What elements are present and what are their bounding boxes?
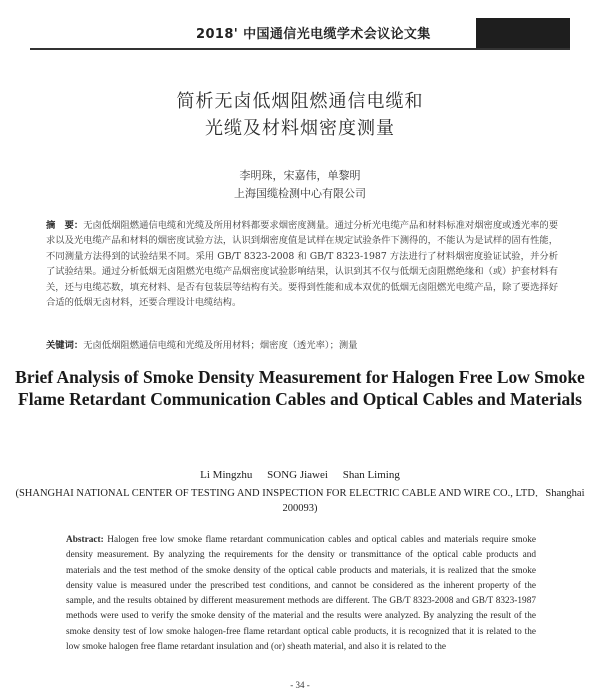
english-authors xyxy=(0,469,600,481)
chinese-title xyxy=(0,88,600,142)
chinese-title-line-1: 简析无卤低烟阻燃通信电缆和 xyxy=(176,91,424,112)
author-name: Shan Liming xyxy=(342,469,400,481)
chinese-title-line-2: 光缆及材料烟密度测量 xyxy=(205,118,395,139)
english-abstract-label: Abstract: xyxy=(66,535,104,545)
chinese-keywords xyxy=(46,337,558,351)
english-affiliation: (SHANGHAI NATIONAL CENTER OF TESTING AND INSPECTION FOR ELECTRIC CABLE AND WIRE CO., LTD．Shanghai 200093) xyxy=(15,488,585,514)
author-name: SONG Jiawei xyxy=(267,469,328,481)
header-black-block xyxy=(476,18,570,48)
header-divider xyxy=(30,48,570,50)
chinese-keywords-text: 无卤低烟阻燃通信电缆和光缆及所用材料；烟密度（透光率）；测量 xyxy=(83,340,358,351)
chinese-abstract-text: 无卤低烟阻燃通信电缆和光缆及所用材料都要求烟密度测量。通过分析光电缆产品和材料标准对烟密度或透光率的要求以及光电缆产品和材料的烟密度试验方法，认识到烟密度值是试样在规定试验条件下测得的，不能认为是试样的固有性能，不同测量方法得到的试验结果不同。采用 GB/T 8323-2008 和 GB/T 8323-1987 方法进行了材料烟密度验证试验，并分析了试验结果。通过分析低烟无卤阻燃光电缆产品烟密度试验影响结果，认识到其不仅与低烟无卤阻燃绝缘和（或）护套材料有关，还与电缆芯数，填充材料、是否有包装层等结构有关。要得到性能和成本双优的低烟无卤阻燃光电缆产品，除了要选择好合适的低烟无卤材料，还要合理设计电缆结构。 xyxy=(46,220,558,309)
chinese-keywords-label: 关键词： xyxy=(46,340,84,351)
chinese-abstract-label: 摘 要： xyxy=(46,220,84,231)
author-name: Li Mingzhu xyxy=(200,469,253,481)
chinese-affiliation: 上海国缆检测中心有限公司 xyxy=(234,187,366,200)
page-number: - 34 - xyxy=(290,680,310,690)
english-abstract-text: Halogen free low smoke flame retardant communication cables and optical cables and materials require smoke density measurement. By analyzing the requirements for the density or transmittance of the optical cable products and materials and the test method of the smoke density of the optical cable products and materials, it is realized that the smoke density value is measured under the prescribed test conditions, and cannot be considered as the inherent property of the sample, and the results obtained by different measurement methods are different. The GB/T 8323-2008 and GB/T 8323-1987 methods were used to verify the smoke density of the material and the results were analyzed. By analyzing the result of the smoke density test of low smoke halogen-free flame retardant optical cable products, it is recognized that it is related to the low smoke halogen free flame retardant insulation and (or) sheath material, and also it is related to the xyxy=(66,535,537,653)
english-abstract xyxy=(66,533,536,655)
chinese-abstract xyxy=(46,218,558,310)
chinese-authors: 李明珠，宋嘉伟，单黎明 xyxy=(239,169,361,182)
proceedings-title: 2018' 中国通信光电缆学术会议论文集 xyxy=(196,27,431,42)
english-title: Brief Analysis of Smoke Density Measurement for Halogen Free Low Smoke Flame Retardant Communication Cables and Optical Cables and Materials xyxy=(15,367,585,409)
